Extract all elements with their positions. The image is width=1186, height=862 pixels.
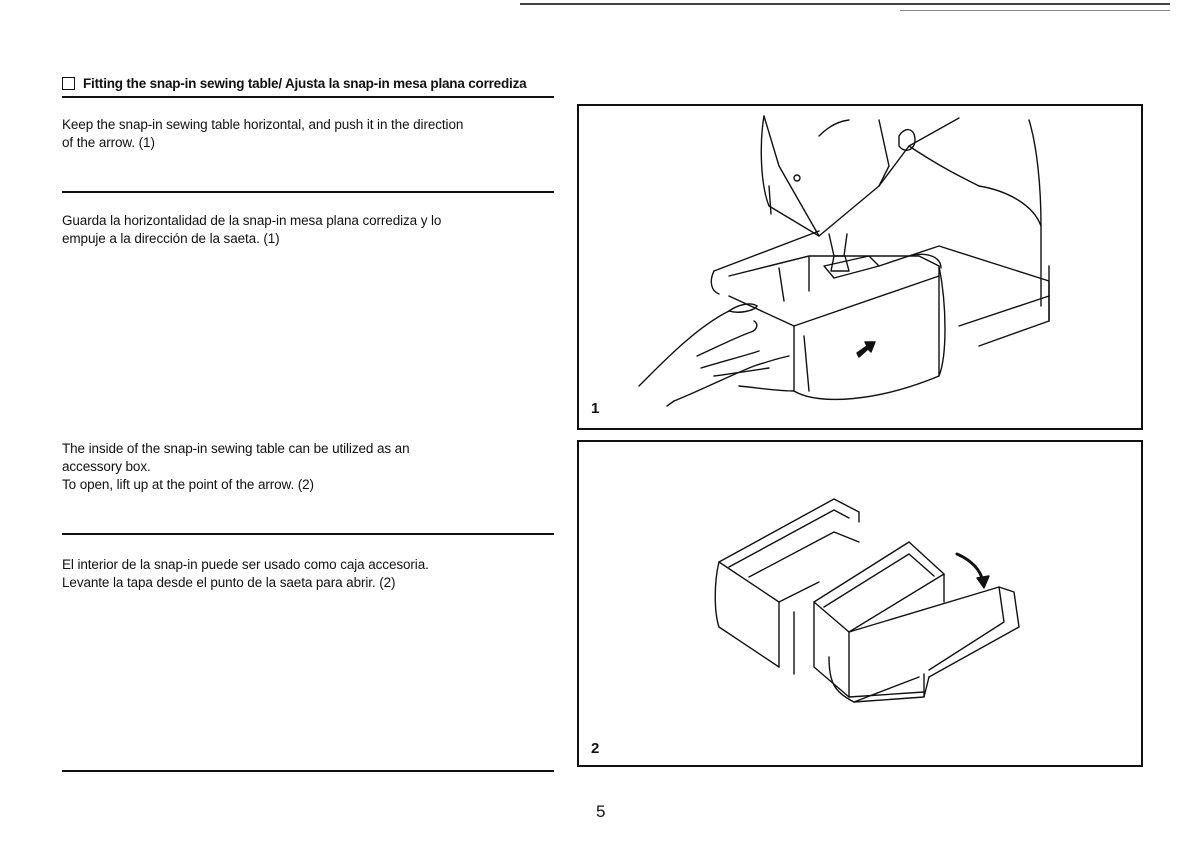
figure-1-sewing-machine: [577, 104, 1143, 430]
page-number: 5: [596, 802, 606, 821]
section-heading: [62, 73, 526, 93]
figure-2-accessory-box: [577, 440, 1143, 767]
instruction-english-1: Keep the snap-in sewing table horizontal, and push it in the direction of the arrow. (1): [62, 117, 464, 150]
figure-1-label: 1: [591, 400, 600, 417]
instruction-spanish-2: El interior de la snap-in puede ser usado como caja accesoria. Levante la tapa desde el punto de la saeta para abrir. (2): [62, 557, 429, 590]
section-title: Fitting the snap-in sewing table/ Ajusta la snap-in mesa plana corrediza: [83, 75, 527, 91]
divider-3: [62, 770, 554, 772]
sewing-machine-illustration: [579, 106, 1141, 428]
page-top-rule: [520, 3, 1170, 5]
divider-1: [62, 191, 554, 193]
checkbox-square-icon: [62, 77, 75, 90]
figure-2-label: 2: [591, 740, 600, 757]
accessory-box-illustration: [579, 442, 1141, 765]
instruction-spanish-1: Guarda la horizontalidad de la snap-in mesa plana corrediza y lo empuje a la dirección de la saeta. (1): [62, 213, 442, 246]
page-top-rule-secondary: [900, 10, 1170, 11]
divider-2: [62, 533, 554, 535]
heading-underline: [62, 96, 554, 98]
instruction-english-2: The inside of the snap-in sewing table can be utilized as an accessory box. To open, lift up at the point of the arrow. (2): [62, 441, 410, 492]
